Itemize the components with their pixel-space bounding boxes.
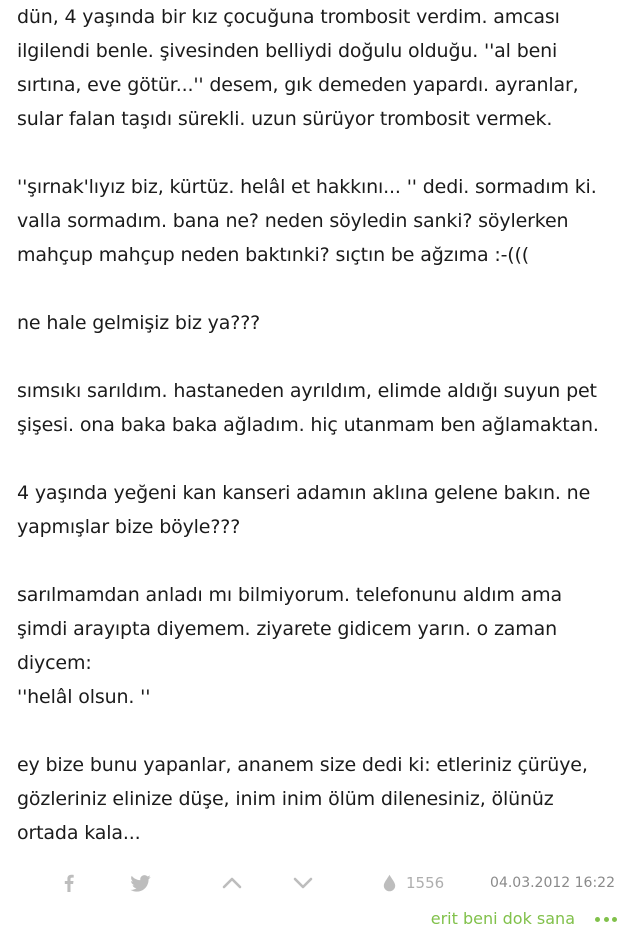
ellipsis-icon xyxy=(612,917,617,922)
entry-text-line: ey bize bunu yapanlar, ananem size dedi ki: etleriniz çürüye, xyxy=(17,754,588,776)
twitter-share-button[interactable] xyxy=(128,868,152,898)
entry-text-line: sarılmamdan anladı mı bilmiyorum. telefonunu aldım ama xyxy=(17,584,563,606)
entry-text-line: sımsıkı sarıldım. hastaneden ayrıldım, elimde aldığı suyun pet xyxy=(17,380,597,402)
entry-text-line: valla sormadım. bana ne? neden söyledin sanki? söylerken xyxy=(17,210,569,232)
downvote-button[interactable] xyxy=(290,868,316,898)
favorite-button[interactable] xyxy=(380,868,398,898)
facebook-icon xyxy=(64,874,74,892)
paragraph-gap xyxy=(17,544,617,578)
twitter-icon xyxy=(130,875,151,892)
entry-text-line: gözleriniz elinize düşe, inim inim ölüm dilenesiniz, ölünüz xyxy=(17,788,554,810)
paragraph-gap xyxy=(17,714,617,748)
drop-icon xyxy=(383,874,396,892)
entry-text-line: ''şırnak'lıyız biz, kürtüz. helâl et hakkını... '' dedi. sormadım ki. xyxy=(17,176,597,198)
entry-date-link[interactable]: 04.03.2012 16:22 xyxy=(490,875,615,891)
entry-text-line: ilgilendi benle. şivesinden belliydi doğulu olduğu. ''al beni xyxy=(17,40,558,62)
upvote-button[interactable] xyxy=(219,868,245,898)
favorite-count[interactable]: 1556 xyxy=(406,874,445,892)
chevron-down-icon xyxy=(293,877,313,889)
chevron-up-icon xyxy=(222,877,242,889)
entry-text-line: 4 yaşında yeğeni kan kanseri adamın aklına gelene bakın. ne xyxy=(17,482,591,504)
paragraph-gap xyxy=(17,340,617,374)
entry-text-line: sular falan taşıdı sürekli. uzun sürüyor trombosit vermek. xyxy=(17,108,553,130)
entry-text-line: şişesi. ona baka baka ağladım. hiç utanmam ben ağlamaktan. xyxy=(17,414,599,436)
entry-content xyxy=(17,0,617,850)
facebook-share-button[interactable] xyxy=(58,868,80,898)
entry-text-line: ''helâl olsun. '' xyxy=(17,686,151,708)
entry-text-line: dün, 4 yaşında bir kız çocuğuna trombosit verdim. amcası xyxy=(17,6,560,28)
paragraph-gap xyxy=(17,442,617,476)
paragraph-gap xyxy=(17,136,617,170)
entry-text-line: ne hale gelmişiz biz ya??? xyxy=(17,312,261,334)
author-link[interactable]: erit beni dok sana xyxy=(430,909,575,928)
ellipsis-icon xyxy=(604,917,609,922)
entry-text-line: mahçup mahçup neden baktınki? sıçtın be ağzıma :-((( xyxy=(17,244,530,266)
paragraph-gap xyxy=(17,272,617,306)
entry-footer xyxy=(0,868,635,898)
entry-text-line: şimdi arayıpta diyemem. ziyarete gidicem yarın. o zaman xyxy=(17,618,558,640)
ellipsis-icon xyxy=(595,917,600,922)
entry-text-line: sırtına, eve götür...'' desem, gık demeden yapardı. ayranlar, xyxy=(17,74,579,96)
entry-text-line: yapmışlar bize böyle??? xyxy=(17,516,241,538)
more-options-button[interactable] xyxy=(595,905,617,933)
entry-text-line: diycem: xyxy=(17,652,92,674)
entry-text-line: ortada kala... xyxy=(17,822,141,844)
